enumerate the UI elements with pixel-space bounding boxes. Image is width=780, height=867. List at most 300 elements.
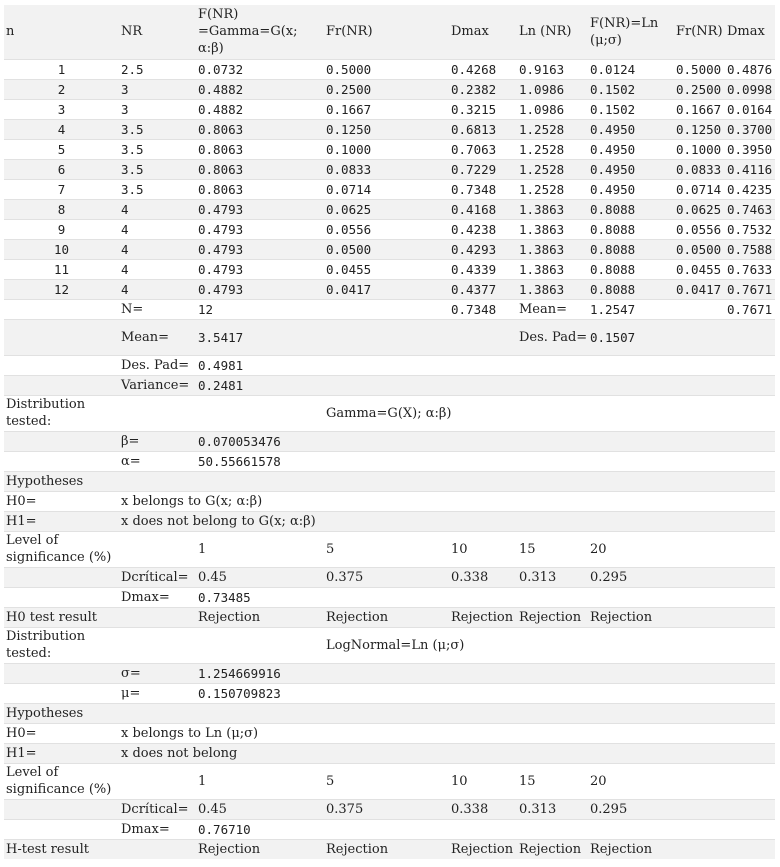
data-cell: 1 [4, 59, 119, 79]
table-cell [4, 319, 119, 355]
data-cell: 0.0714 [324, 179, 449, 199]
table-cell: 0.338 [449, 799, 517, 819]
data-cell: 0.1667 [674, 99, 725, 119]
table-cell [725, 319, 775, 355]
table-cell: Des. Pad= [517, 319, 588, 355]
data-cell: 0.3700 [725, 119, 775, 139]
data-cell: 0.4882 [196, 79, 324, 99]
table-cell [517, 743, 588, 763]
table-cell [725, 839, 775, 859]
table-cell [725, 819, 775, 839]
table-cell [196, 627, 324, 663]
table-cell [4, 375, 119, 395]
data-cell: 1.2528 [517, 159, 588, 179]
result-row [4, 607, 775, 627]
table-cell: 0.7348 [449, 299, 517, 319]
table-cell [725, 375, 775, 395]
table-cell: Gamma=G(X); α:β) [324, 395, 517, 431]
data-cell: 0.0833 [674, 159, 725, 179]
table-cell: 5 [324, 531, 449, 567]
table-cell [449, 663, 517, 683]
table-cell [674, 299, 725, 319]
table-cell: Level of significance (%) [4, 763, 119, 799]
data-cell: 0.8063 [196, 159, 324, 179]
data-cell: 0.7671 [725, 279, 775, 299]
column-header: n [4, 5, 119, 59]
data-cell: 0.0732 [196, 59, 324, 79]
data-cell: 0.5000 [674, 59, 725, 79]
hypotheses-row [4, 703, 775, 723]
data-row [4, 179, 775, 199]
hypothesis-row [4, 491, 775, 511]
column-header: F(NR)=Ln (μ;σ) [588, 5, 674, 59]
hypothesis-row [4, 511, 775, 531]
table-cell [674, 511, 725, 531]
table-cell: Des. Pad= [119, 355, 196, 375]
table-cell [324, 319, 449, 355]
table-cell: 0.2481 [196, 375, 324, 395]
data-cell: 0.4168 [449, 199, 517, 219]
table-cell: Rejection [196, 607, 324, 627]
summary-row [4, 299, 775, 319]
data-cell: 1.2528 [517, 179, 588, 199]
table-cell: μ= [119, 683, 196, 703]
data-cell: 0.7463 [725, 199, 775, 219]
table-cell: x does not belong [119, 743, 449, 763]
data-cell: 0.4235 [725, 179, 775, 199]
table-cell [517, 431, 588, 451]
data-cell: 0.8088 [588, 259, 674, 279]
data-cell: 0.7588 [725, 239, 775, 259]
table-cell: β= [119, 431, 196, 451]
table-cell: H0= [4, 491, 119, 511]
table-cell: Rejection [588, 607, 674, 627]
table-cell [725, 431, 775, 451]
table-cell [517, 511, 588, 531]
table-cell [517, 663, 588, 683]
table-cell [725, 743, 775, 763]
table-cell: 0.070053476 [196, 431, 324, 451]
data-row [4, 259, 775, 279]
table-cell: Rejection [588, 839, 674, 859]
table-cell [517, 587, 588, 607]
data-cell: 0.8088 [588, 239, 674, 259]
table-cell [725, 607, 775, 627]
table-cell [517, 627, 588, 663]
table-cell: 0.313 [517, 567, 588, 587]
table-cell [119, 839, 196, 859]
table-cell [517, 355, 588, 375]
data-cell: 3 [119, 99, 196, 119]
data-table [4, 5, 775, 859]
data-cell: 3.5 [119, 119, 196, 139]
summary-row [4, 355, 775, 375]
data-cell: 0.4268 [449, 59, 517, 79]
table-cell [517, 683, 588, 703]
dmax-row [4, 819, 775, 839]
data-cell: 0.4950 [588, 159, 674, 179]
column-header: Fr(NR) [324, 5, 449, 59]
table-cell [588, 375, 674, 395]
table-cell [674, 355, 725, 375]
data-row [4, 159, 775, 179]
table-cell: 1.2547 [588, 299, 674, 319]
data-cell: 1.2528 [517, 119, 588, 139]
table-cell [324, 819, 449, 839]
data-cell: 2 [4, 79, 119, 99]
table-cell [725, 663, 775, 683]
table-cell [324, 431, 449, 451]
table-cell [119, 703, 196, 723]
data-cell: 0.0500 [324, 239, 449, 259]
data-cell: 1.3863 [517, 199, 588, 219]
summary-row [4, 375, 775, 395]
critical-row [4, 799, 775, 819]
table-cell [674, 319, 725, 355]
table-cell [674, 531, 725, 567]
data-cell: 11 [4, 259, 119, 279]
table-cell [588, 511, 674, 531]
table-cell [324, 471, 449, 491]
table-cell: 5 [324, 763, 449, 799]
data-cell: 0.8088 [588, 199, 674, 219]
table-cell [449, 723, 517, 743]
header-row [4, 5, 775, 59]
table-cell [588, 683, 674, 703]
table-cell [674, 763, 725, 799]
data-cell: 3.5 [119, 159, 196, 179]
table-cell: 0.375 [324, 567, 449, 587]
data-cell: 6 [4, 159, 119, 179]
table-cell: Rejection [196, 839, 324, 859]
distribution-row [4, 395, 775, 431]
table-cell [517, 819, 588, 839]
distribution-row [4, 627, 775, 663]
table-cell [324, 683, 449, 703]
table-cell [449, 375, 517, 395]
table-cell [674, 375, 725, 395]
table-cell [588, 663, 674, 683]
table-cell: 0.313 [517, 799, 588, 819]
data-cell: 1.3863 [517, 279, 588, 299]
table-cell [119, 395, 196, 431]
table-cell: α= [119, 451, 196, 471]
data-cell: 8 [4, 199, 119, 219]
table-cell [517, 723, 588, 743]
table-cell: 0.45 [196, 567, 324, 587]
table-cell: 1.254669916 [196, 663, 324, 683]
table-cell: 10 [449, 531, 517, 567]
table-cell [119, 627, 196, 663]
table-cell [588, 491, 674, 511]
data-cell: 0.0500 [674, 239, 725, 259]
table-cell [4, 567, 119, 587]
data-cell: 3 [4, 99, 119, 119]
table-cell: 50.55661578 [196, 451, 324, 471]
table-cell: Rejection [449, 839, 517, 859]
table-cell [725, 491, 775, 511]
data-cell: 1.3863 [517, 219, 588, 239]
data-cell: 0.4950 [588, 179, 674, 199]
data-cell: 4 [119, 259, 196, 279]
table-cell: Dcrítical= [119, 799, 196, 819]
table-cell [196, 395, 324, 431]
table-cell [449, 587, 517, 607]
table-cell [674, 743, 725, 763]
data-cell: 0.0556 [324, 219, 449, 239]
table-cell: 0.4981 [196, 355, 324, 375]
data-cell: 4 [119, 279, 196, 299]
data-cell: 0.4793 [196, 239, 324, 259]
data-cell: 0.3215 [449, 99, 517, 119]
table-body [4, 5, 775, 859]
data-cell: 0.7229 [449, 159, 517, 179]
table-cell [324, 355, 449, 375]
table-cell [588, 703, 674, 723]
table-cell [119, 763, 196, 799]
table-cell [588, 819, 674, 839]
table-cell: x belongs to G(x; α:β) [119, 491, 449, 511]
data-cell: 0.8088 [588, 279, 674, 299]
table-cell: Dmax= [119, 819, 196, 839]
data-cell: 1.0986 [517, 79, 588, 99]
data-cell: 0.4793 [196, 219, 324, 239]
data-cell: 0.9163 [517, 59, 588, 79]
data-cell: 0.4793 [196, 199, 324, 219]
table-cell: 10 [449, 763, 517, 799]
table-cell [725, 567, 775, 587]
table-cell [4, 431, 119, 451]
data-cell: 0.0417 [324, 279, 449, 299]
table-cell [517, 395, 588, 431]
table-cell: Rejection [324, 607, 449, 627]
table-cell: 0.375 [324, 799, 449, 819]
table-cell [725, 511, 775, 531]
data-cell: 0.5000 [324, 59, 449, 79]
data-cell: 0.4238 [449, 219, 517, 239]
table-cell [588, 587, 674, 607]
table-cell [324, 375, 449, 395]
data-cell: 0.7532 [725, 219, 775, 239]
table-cell [674, 723, 725, 743]
table-cell [588, 355, 674, 375]
table-cell [588, 743, 674, 763]
table-cell: σ= [119, 663, 196, 683]
table-cell: Distribution tested: [4, 627, 119, 663]
data-cell: 0.4377 [449, 279, 517, 299]
table-cell [674, 683, 725, 703]
parameter-row [4, 451, 775, 471]
table-cell [588, 431, 674, 451]
table-cell [725, 799, 775, 819]
data-cell: 0.6813 [449, 119, 517, 139]
table-cell: Distribution tested: [4, 395, 119, 431]
table-cell [449, 743, 517, 763]
data-cell: 0.1250 [324, 119, 449, 139]
table-cell [725, 723, 775, 743]
table-cell: Rejection [324, 839, 449, 859]
data-cell: 0.0455 [324, 259, 449, 279]
table-cell: Mean= [517, 299, 588, 319]
table-cell [517, 451, 588, 471]
table-cell [449, 431, 517, 451]
table-cell: 0.338 [449, 567, 517, 587]
data-cell: 4 [119, 199, 196, 219]
table-cell: 0.150709823 [196, 683, 324, 703]
table-cell: 20 [588, 531, 674, 567]
results-sheet [4, 5, 775, 859]
data-cell: 0.7348 [449, 179, 517, 199]
column-header: Dmax [725, 5, 775, 59]
table-cell [725, 531, 775, 567]
table-cell [449, 319, 517, 355]
data-cell: 0.4950 [588, 119, 674, 139]
table-cell: Level of significance (%) [4, 531, 119, 567]
table-cell: 0.76710 [196, 819, 324, 839]
data-cell: 0.3950 [725, 139, 775, 159]
dmax-row [4, 587, 775, 607]
table-cell [449, 819, 517, 839]
table-cell [725, 471, 775, 491]
data-cell: 0.0833 [324, 159, 449, 179]
table-cell: N= [119, 299, 196, 319]
table-cell [725, 587, 775, 607]
table-cell [674, 839, 725, 859]
table-cell: 0.295 [588, 567, 674, 587]
data-cell: 0.0625 [324, 199, 449, 219]
parameter-row [4, 663, 775, 683]
table-cell: Mean= [119, 319, 196, 355]
data-cell: 0.4882 [196, 99, 324, 119]
data-cell: 3.5 [119, 179, 196, 199]
table-cell [324, 299, 449, 319]
column-header: Ln (NR) [517, 5, 588, 59]
table-cell [324, 587, 449, 607]
table-cell [324, 703, 449, 723]
table-cell [588, 451, 674, 471]
table-cell [725, 451, 775, 471]
data-cell: 0.1667 [324, 99, 449, 119]
table-cell [674, 395, 725, 431]
data-cell: 1.0986 [517, 99, 588, 119]
table-cell [324, 663, 449, 683]
data-cell: 0.4293 [449, 239, 517, 259]
table-cell: Variance= [119, 375, 196, 395]
table-cell [725, 355, 775, 375]
data-row [4, 99, 775, 119]
table-cell: x does not belong to G(x; α:β) [119, 511, 449, 531]
table-cell: 1 [196, 763, 324, 799]
data-cell: 0.1502 [588, 79, 674, 99]
table-cell [196, 703, 324, 723]
data-cell: 0.7633 [725, 259, 775, 279]
table-cell: Hypotheses [4, 703, 119, 723]
table-cell [725, 763, 775, 799]
hypotheses-row [4, 471, 775, 491]
table-cell [449, 683, 517, 703]
table-cell [674, 799, 725, 819]
table-cell [449, 703, 517, 723]
parameter-row [4, 683, 775, 703]
table-cell [674, 471, 725, 491]
data-cell: 0.1000 [324, 139, 449, 159]
table-cell [588, 627, 674, 663]
table-cell [4, 683, 119, 703]
summary-row [4, 319, 775, 355]
table-cell: Rejection [517, 607, 588, 627]
table-cell: H0= [4, 723, 119, 743]
table-cell: 15 [517, 531, 588, 567]
data-cell: 0.0556 [674, 219, 725, 239]
table-cell [4, 819, 119, 839]
table-cell [4, 355, 119, 375]
table-cell [449, 491, 517, 511]
result-row [4, 839, 775, 859]
table-cell [588, 395, 674, 431]
data-cell: 0.0164 [725, 99, 775, 119]
data-row [4, 239, 775, 259]
table-cell [674, 819, 725, 839]
table-cell [674, 607, 725, 627]
table-cell: LogNormal=Ln (μ;σ) [324, 627, 517, 663]
data-row [4, 139, 775, 159]
data-row [4, 219, 775, 239]
table-cell [517, 375, 588, 395]
table-cell [674, 627, 725, 663]
data-cell: 0.8063 [196, 119, 324, 139]
table-cell: 0.1507 [588, 319, 674, 355]
critical-row [4, 567, 775, 587]
column-header: Fr(NR) [674, 5, 725, 59]
table-cell: 15 [517, 763, 588, 799]
data-row [4, 199, 775, 219]
data-cell: 1.3863 [517, 239, 588, 259]
data-row [4, 59, 775, 79]
data-cell: 1.3863 [517, 259, 588, 279]
table-cell [196, 471, 324, 491]
data-cell: 0.4116 [725, 159, 775, 179]
table-cell: H1= [4, 511, 119, 531]
table-cell [449, 511, 517, 531]
table-cell [4, 451, 119, 471]
data-cell: 0.8063 [196, 139, 324, 159]
table-cell [4, 587, 119, 607]
table-cell: Rejection [517, 839, 588, 859]
table-cell: 0.7671 [725, 299, 775, 319]
table-cell [674, 587, 725, 607]
table-cell [674, 703, 725, 723]
significance-row [4, 763, 775, 799]
column-header: NR [119, 5, 196, 59]
table-cell: Rejection [449, 607, 517, 627]
table-cell [674, 431, 725, 451]
data-cell: 4 [119, 239, 196, 259]
table-cell [119, 531, 196, 567]
data-cell: 0.0998 [725, 79, 775, 99]
table-cell [517, 471, 588, 491]
table-cell: x belongs to Ln (μ;σ) [119, 723, 449, 743]
data-row [4, 119, 775, 139]
table-cell: Dmax= [119, 587, 196, 607]
data-cell: 5 [4, 139, 119, 159]
significance-row [4, 531, 775, 567]
table-cell [725, 703, 775, 723]
data-cell: 4 [4, 119, 119, 139]
table-cell [517, 491, 588, 511]
data-cell: 0.1000 [674, 139, 725, 159]
data-cell: 0.0625 [674, 199, 725, 219]
table-cell [4, 299, 119, 319]
